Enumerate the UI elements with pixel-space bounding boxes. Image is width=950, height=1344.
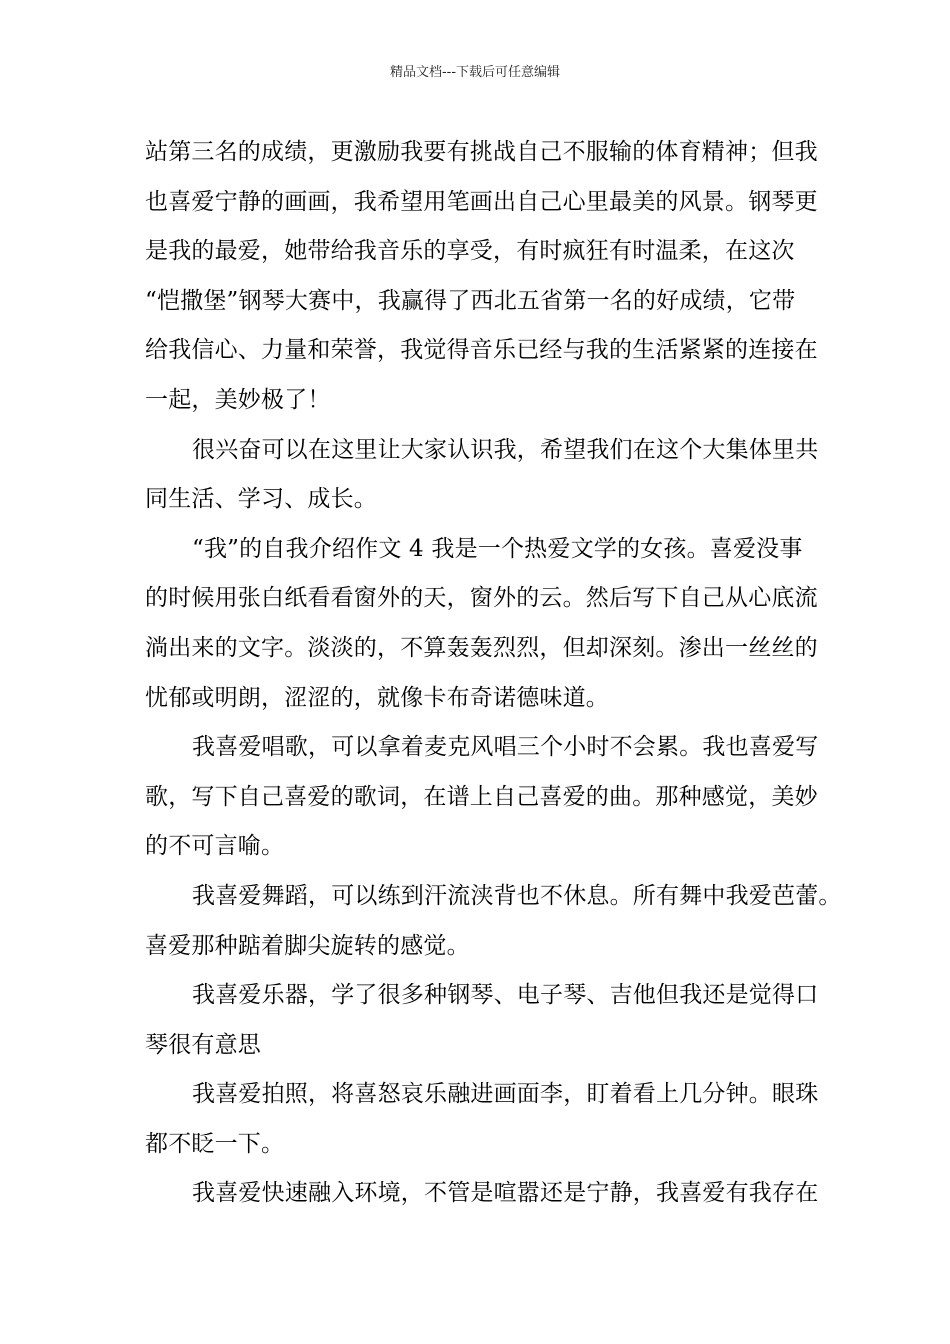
text-line: 是我的最爱，她带给我音乐的享受，有时疯狂有时温柔，在这次 [145, 238, 795, 265]
document-body [145, 128, 842, 1219]
text-line: 我喜爱拍照，将喜怒哀乐融进画面李，盯着看上几分钟。眼珠 [192, 1081, 819, 1108]
page-header: 精品文档---下载后可任意编辑 [389, 65, 561, 80]
text-line: 我喜爱快速融入环境，不管是喧嚣还是宁静，我喜爱有我存在 [192, 1180, 819, 1207]
text-line: 同生活、学习、成长。 [145, 486, 377, 513]
text-line: 忧郁或明朗，涩涩的，就像卡布奇诺德味道。 [145, 684, 609, 711]
text-line: 我喜爱乐器，学了很多种钢琴、电子琴、吉他但我还是觉得口 [192, 982, 819, 1009]
text-line: 一起，美妙极了！ [145, 386, 331, 413]
text-line: “恺撒堡”钢琴大赛中，我赢得了西北五省第一名的好成绩，它带 [145, 287, 796, 314]
text-line: 淌出来的文字。淡淡的，不算轰轰烈烈，但却深刻。渗出一丝丝的 [145, 634, 818, 661]
text-line: 歌，写下自己喜爱的歌词，在谱上自己喜爱的曲。那种感觉，美妙 [145, 783, 818, 810]
text-line: 我喜爱唱歌，可以拿着麦克风唱三个小时不会累。我也喜爱写 [192, 734, 819, 761]
text-line: 我喜爱舞蹈，可以练到汗流浃背也不休息。所有舞中我爱芭蕾。 [192, 882, 842, 909]
text-line: “我”的自我介绍作文 4 我是一个热爱文学的女孩。喜爱没事 [192, 535, 803, 562]
text-line: 琴很有意思 [145, 1031, 261, 1058]
text-line: 给我信心、力量和荣誉，我觉得音乐已经与我的生活紧紧的连接在 [145, 337, 818, 364]
text-line: 站第三名的成绩，更激励我要有挑战自己不服输的体育精神；但我 [145, 139, 818, 165]
text-line: 都不眨一下。 [145, 1130, 285, 1157]
text-line: 的时候用张白纸看看窗外的天，窗外的云。然后写下自己从心底流 [145, 585, 818, 612]
text-line: 也喜爱宁静的画画，我希望用笔画出自己心里最美的风景。钢琴更 [145, 188, 818, 215]
text-line: 很兴奋可以在这里让大家认识我，希望我们在这个大集体里共 [192, 436, 819, 463]
text-line: 的不可言喻。 [145, 833, 285, 860]
text-line: 喜爱那种踮着脚尖旋转的感觉。 [145, 932, 470, 959]
